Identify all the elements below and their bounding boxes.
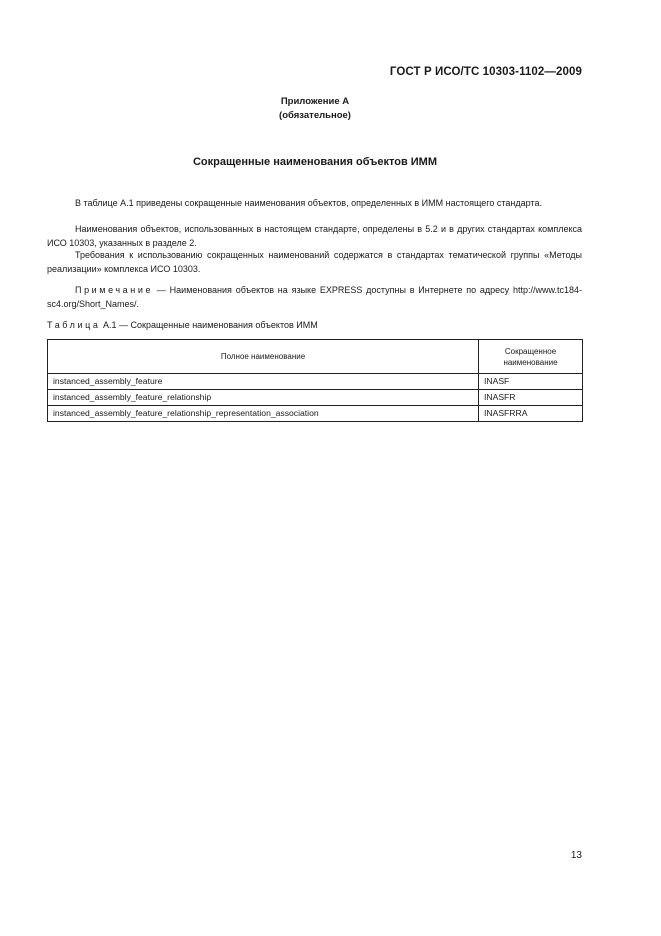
paragraph-3: Требования к использованию сокращенных наименований содержатся в стандартах тематической группы «Методы реализации» комплекса ИСО 10303. bbox=[47, 250, 582, 274]
section-title: Сокращенные наименования объектов ИММ bbox=[192, 156, 438, 168]
table-row bbox=[48, 374, 583, 390]
appendix-title: Приложение А bbox=[280, 96, 350, 107]
table-caption-text: А.1 — Сокращенные наименования объектов ИММ bbox=[103, 320, 318, 330]
page-number: 13 bbox=[570, 850, 582, 861]
cell-full-name: instanced_assembly_feature bbox=[48, 374, 479, 390]
short-names-table bbox=[47, 339, 583, 422]
paragraph-2: Наименования объектов, использованных в настоящем стандарте, определены в 5.2 и в других стандартах комплекса ИСО 10303, указанных в разделе 2. bbox=[47, 224, 582, 248]
table-header-row bbox=[48, 340, 583, 374]
table-row bbox=[48, 390, 583, 406]
cell-full-name: instanced_assembly_feature_relationship bbox=[48, 390, 479, 406]
note-label: Примечание bbox=[75, 285, 154, 295]
appendix-subtitle: (обязательное) bbox=[279, 110, 351, 121]
note bbox=[47, 284, 582, 311]
cell-full-name: instanced_assembly_feature_relationship_representation_association bbox=[48, 406, 479, 422]
document-code: ГОСТ Р ИСО/ТС 10303-1102—2009 bbox=[389, 66, 582, 78]
note-text: — Наименования объектов на языке EXPRESS доступны в Интернете по адресу http://www.tc184-sc4.org/Short_Names/. bbox=[47, 285, 582, 309]
header-full-name: Полное наименование bbox=[48, 340, 479, 374]
table-row bbox=[48, 406, 583, 422]
table-caption bbox=[47, 320, 318, 330]
cell-short-name: INASFR bbox=[479, 390, 583, 406]
cell-short-name: INASFRRA bbox=[479, 406, 583, 422]
table-caption-label: Таблица bbox=[47, 320, 101, 330]
header-short-name: Сокращенное наименование bbox=[479, 340, 583, 374]
appendix-heading bbox=[0, 95, 630, 123]
cell-short-name: INASF bbox=[479, 374, 583, 390]
paragraph-1: В таблице А.1 приведены сокращенные наименования объектов, определенных в ИММ настоящего стандарта. bbox=[75, 198, 542, 208]
